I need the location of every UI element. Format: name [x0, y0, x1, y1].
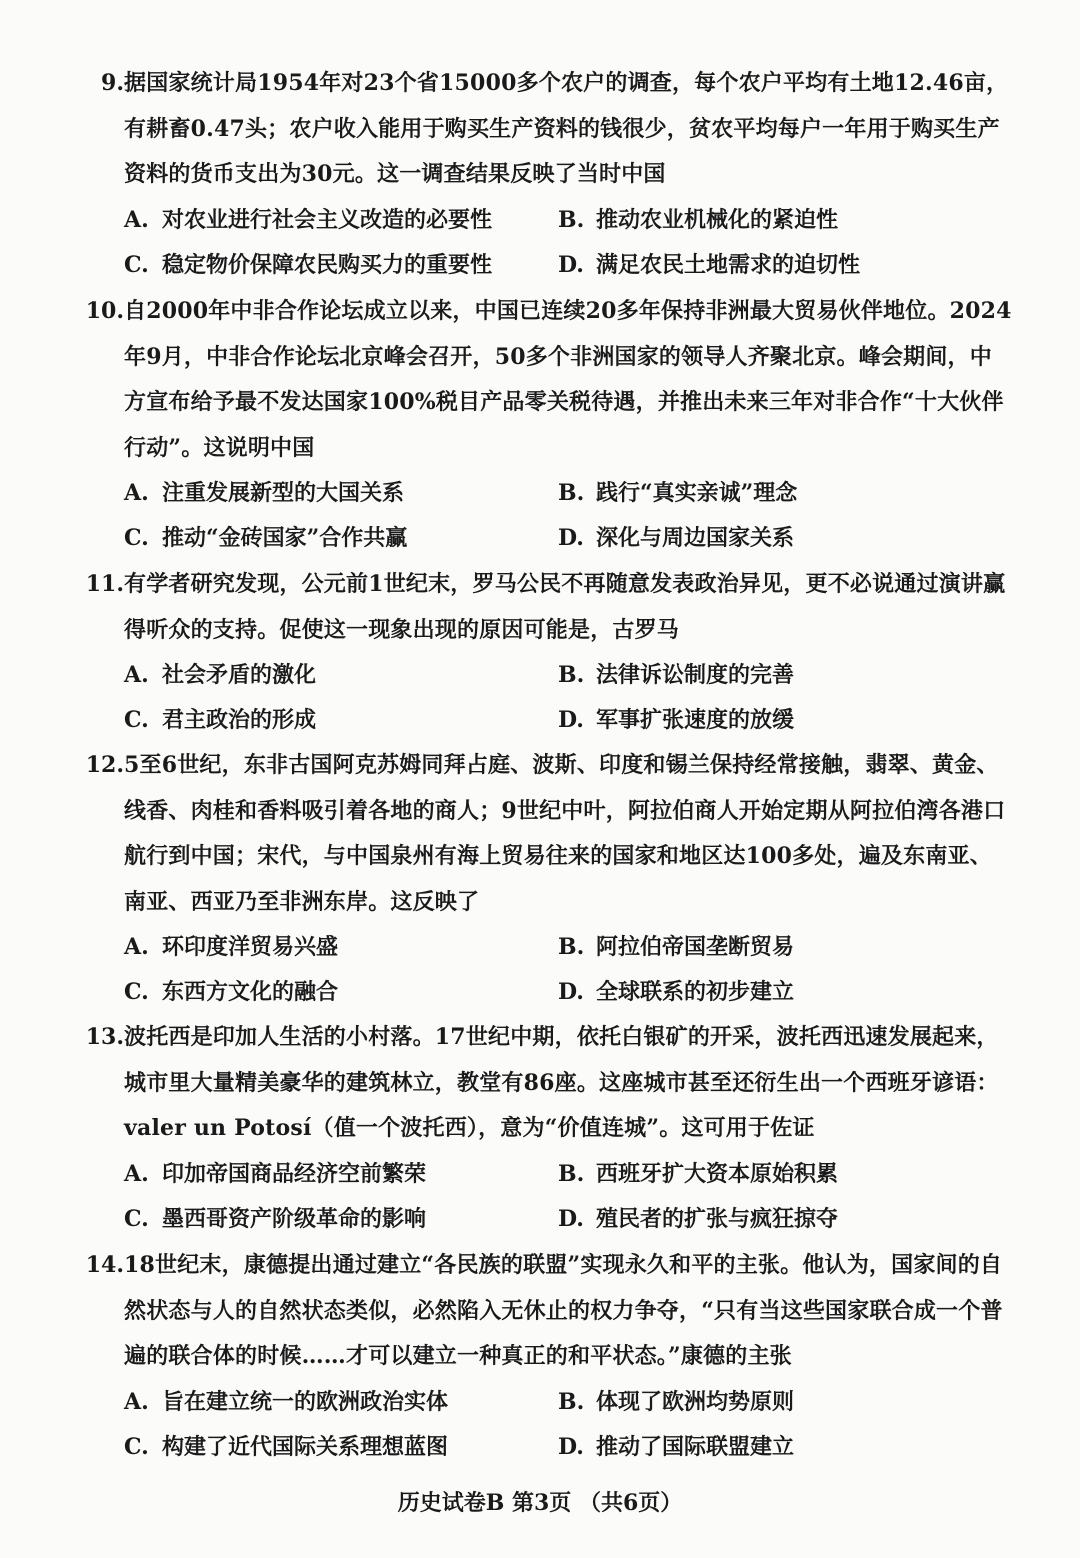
option-d[interactable]	[558, 516, 794, 561]
option-text: 构建了近代国际关系理想蓝图	[162, 1434, 449, 1460]
option-c[interactable]	[124, 970, 338, 1015]
question-number: 9.	[101, 70, 124, 96]
option-b[interactable]	[558, 471, 797, 516]
option-text: 深化与周边国家关系	[596, 525, 795, 551]
option-text: 西班牙扩大资本原始积累	[596, 1161, 839, 1187]
option-text: 墨西哥资产阶级革命的影响	[162, 1206, 427, 1232]
option-text: 君主政治的形成	[162, 707, 317, 733]
option-label: A.	[124, 1389, 149, 1415]
option-b[interactable]	[558, 1380, 794, 1425]
question-stem: 5至6世纪，东非古国阿克苏姆同拜占庭、波斯、印度和锡兰保持经常接触，翡翠、黄金、线香、肉桂和香料吸引着各地的商人；9世纪中叶，阿拉伯商人开始定期从阿拉伯湾各港口航行到中国；宋代，与中国泉州有海上贸易往来的国家和地区达100多处，遍及东南亚、南亚、西亚乃至非洲东岸。这反映了	[124, 752, 1006, 915]
option-label: B.	[558, 480, 585, 506]
option-label: C.	[124, 1434, 149, 1460]
question-stem: 18世纪末，康德提出通过建立“各民族的联盟”实现永久和平的主张。他认为，国家间的自然状态与人的自然状态类似，必然陷入无休止的权力争夺，“只有当这些国家联合成一个普遍的联合体的时候……才可以建立一种真正的和平状态。”康德的主张	[124, 1252, 1003, 1369]
option-label: D.	[558, 979, 584, 1005]
option-label: A.	[124, 934, 149, 960]
option-label: A.	[124, 1161, 149, 1187]
option-text: 践行“真实亲诚”理念	[596, 480, 798, 506]
option-d[interactable]	[558, 1197, 838, 1242]
question-stem: 据国家统计局1954年对23个省15000多个农户的调查，每个农户平均有土地12.46亩，有耕畜0.47头；农户收入能用于购买生产资料的钱很少，贫农平均每户一年用于购买生产资料的货币支出为30元。这一调查结果反映了当时中国	[124, 70, 1009, 187]
option-c[interactable]	[124, 1197, 426, 1242]
option-b[interactable]	[558, 198, 838, 243]
option-text: 印加帝国商品经济空前繁荣	[162, 1161, 427, 1187]
option-text: 推动了国际联盟建立	[596, 1434, 795, 1460]
option-label: D.	[558, 525, 584, 551]
option-label: C.	[124, 525, 149, 551]
option-text: 旨在建立统一的欧洲政治实体	[162, 1389, 449, 1415]
page-footer: 历史试卷B 第3页 （共6页）	[397, 1490, 683, 1516]
option-text: 注重发展新型的大国关系	[162, 480, 405, 506]
question-stem: 自2000年中非合作论坛成立以来，中国已连续20多年保持非洲最大贸易伙伴地位。2024年9月，中非合作论坛北京峰会召开，50多个非洲国家的领导人齐聚北京。峰会期间，中方宣布给予最不发达国家100%税目产品零关税待遇，并推出未来三年对非合作“十大伙伴行动”。这说明中国	[124, 298, 1012, 461]
option-label: D.	[558, 707, 584, 733]
option-text: 推动农业机械化的紧迫性	[596, 207, 839, 233]
question-stem: 有学者研究发现，公元前1世纪末，罗马公民不再随意发表政治异见，更不必说通过演讲赢得听众的支持。促使这一现象出现的原因可能是，古罗马	[124, 571, 1006, 643]
option-label: B.	[558, 207, 585, 233]
option-c[interactable]	[124, 243, 492, 288]
option-label: B.	[558, 1389, 585, 1415]
option-a[interactable]	[124, 653, 316, 698]
option-a[interactable]	[124, 198, 492, 243]
option-c[interactable]	[124, 1425, 448, 1470]
option-text: 殖民者的扩张与疯狂掠夺	[596, 1206, 839, 1232]
option-label: C.	[124, 979, 149, 1005]
option-text: 满足农民土地需求的迫切性	[596, 252, 861, 278]
option-a[interactable]	[124, 471, 404, 516]
question-number: 13.	[85, 1024, 124, 1050]
option-label: C.	[124, 707, 149, 733]
option-text: 对农业进行社会主义改造的必要性	[162, 207, 493, 233]
option-d[interactable]	[558, 243, 860, 288]
option-c[interactable]	[124, 698, 316, 743]
option-d[interactable]	[558, 698, 794, 743]
option-b[interactable]	[558, 925, 794, 970]
question-number: 12.	[85, 752, 124, 778]
option-label: B.	[558, 934, 585, 960]
option-b[interactable]	[558, 1152, 838, 1197]
question-number: 14.	[85, 1252, 124, 1278]
option-label: B.	[558, 1161, 585, 1187]
option-c[interactable]	[124, 516, 407, 561]
option-text: 体现了欧洲均势原则	[596, 1389, 795, 1415]
option-text: 推动“金砖国家”合作共赢	[162, 525, 408, 551]
option-text: 全球联系的初步建立	[596, 979, 795, 1005]
option-text: 阿拉伯帝国垄断贸易	[596, 934, 795, 960]
option-label: C.	[124, 252, 149, 278]
option-text: 东西方文化的融合	[162, 979, 339, 1005]
option-label: C.	[124, 1206, 149, 1232]
option-label: D.	[558, 1206, 584, 1232]
option-a[interactable]	[124, 1380, 448, 1425]
option-d[interactable]	[558, 1425, 794, 1470]
option-text: 社会矛盾的激化	[162, 662, 317, 688]
option-a[interactable]	[124, 925, 338, 970]
option-label: A.	[124, 207, 149, 233]
option-label: D.	[558, 1434, 584, 1460]
option-text: 稳定物价保障农民购买力的重要性	[162, 252, 493, 278]
question-number: 10.	[85, 298, 124, 324]
option-label: A.	[124, 662, 149, 688]
option-text: 军事扩张速度的放缓	[596, 707, 795, 733]
option-d[interactable]	[558, 970, 794, 1015]
option-text: 法律诉讼制度的完善	[596, 662, 795, 688]
option-b[interactable]	[558, 653, 794, 698]
option-a[interactable]	[124, 1152, 426, 1197]
option-text: 环印度洋贸易兴盛	[162, 934, 339, 960]
option-label: A.	[124, 480, 149, 506]
option-label: B.	[558, 662, 585, 688]
option-label: D.	[558, 252, 584, 278]
question-number: 11.	[85, 571, 124, 597]
question-stem: 波托西是印加人生活的小村落。17世纪中期，依托白银矿的开采，波托西迅速发展起来，城市里大量精美豪华的建筑林立，教堂有86座。这座城市甚至还衍生出一个西班牙谚语：valer un Potosí（值一个波托西），意为“价值连城”。这可用于佐证	[124, 1024, 999, 1141]
